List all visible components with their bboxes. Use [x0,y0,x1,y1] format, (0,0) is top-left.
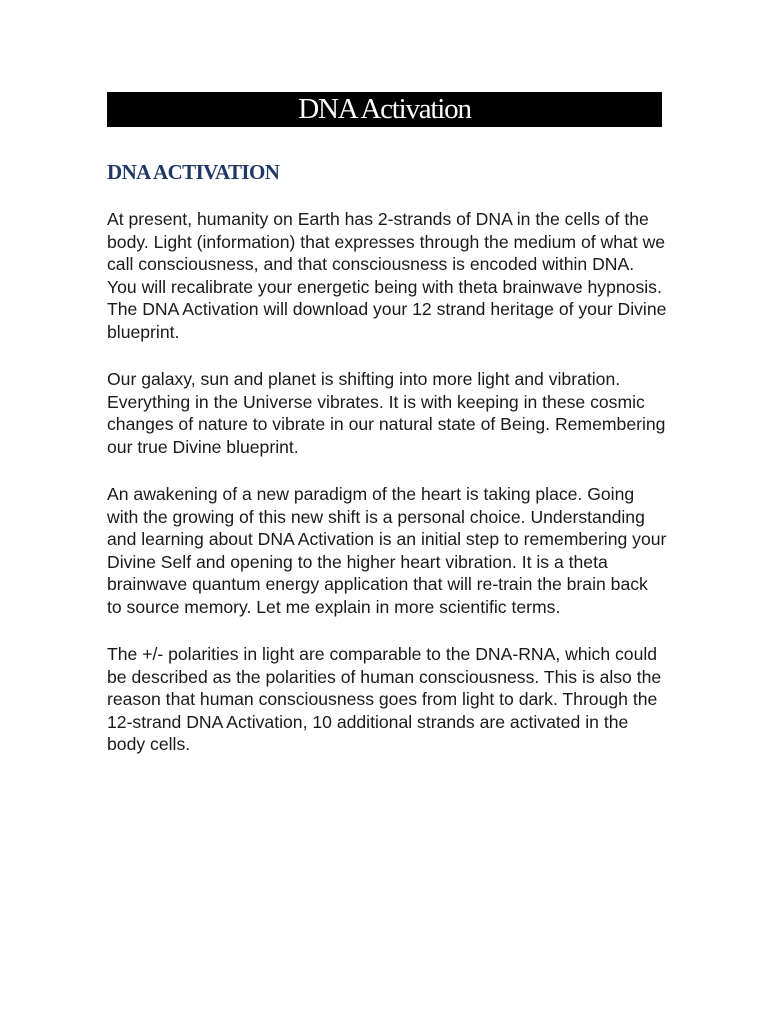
body-text [107,208,667,781]
section-heading: DNA ACTIVATION [107,160,280,184]
title-banner [107,92,662,127]
paragraph-3: An awakening of a new paradigm of the heart is taking place. Going with the growing of this new shift is a personal choice. Understanding and learning about DNA Activation is an initial step to remembering your Divine Self and opening to the higher heart vibration. It is a theta brainwave quantum energy application that will re-train the brain back to source memory. Let me explain in more scientific terms. [107,484,667,617]
paragraph-1: At present, humanity on Earth has 2-strands of DNA in the cells of the body. Light (information) that expresses through the medium of what we call consciousness, and that consciousness is encoded within DNA. You will recalibrate your energetic being with theta brainwave hypnosis. The DNA Activation will download your 12 strand heritage of your Divine blueprint. [107,209,667,342]
paragraph-4: The +/- polarities in light are comparable to the DNA-RNA, which could be described as the polarities of human consciousness. This is also the reason that human consciousness goes from light to dark. Through the 12-strand DNA Activation, 10 additional strands are activated in the body cells. [107,644,662,754]
document-title: DNA Activation [298,93,471,125]
paragraph-2: Our galaxy, sun and planet is shifting into more light and vibration. Everything in the Universe vibrates. It is with keeping in these cosmic changes of nature to vibrate in our natural state of Being. Remembering our true Divine blueprint. [107,369,666,457]
